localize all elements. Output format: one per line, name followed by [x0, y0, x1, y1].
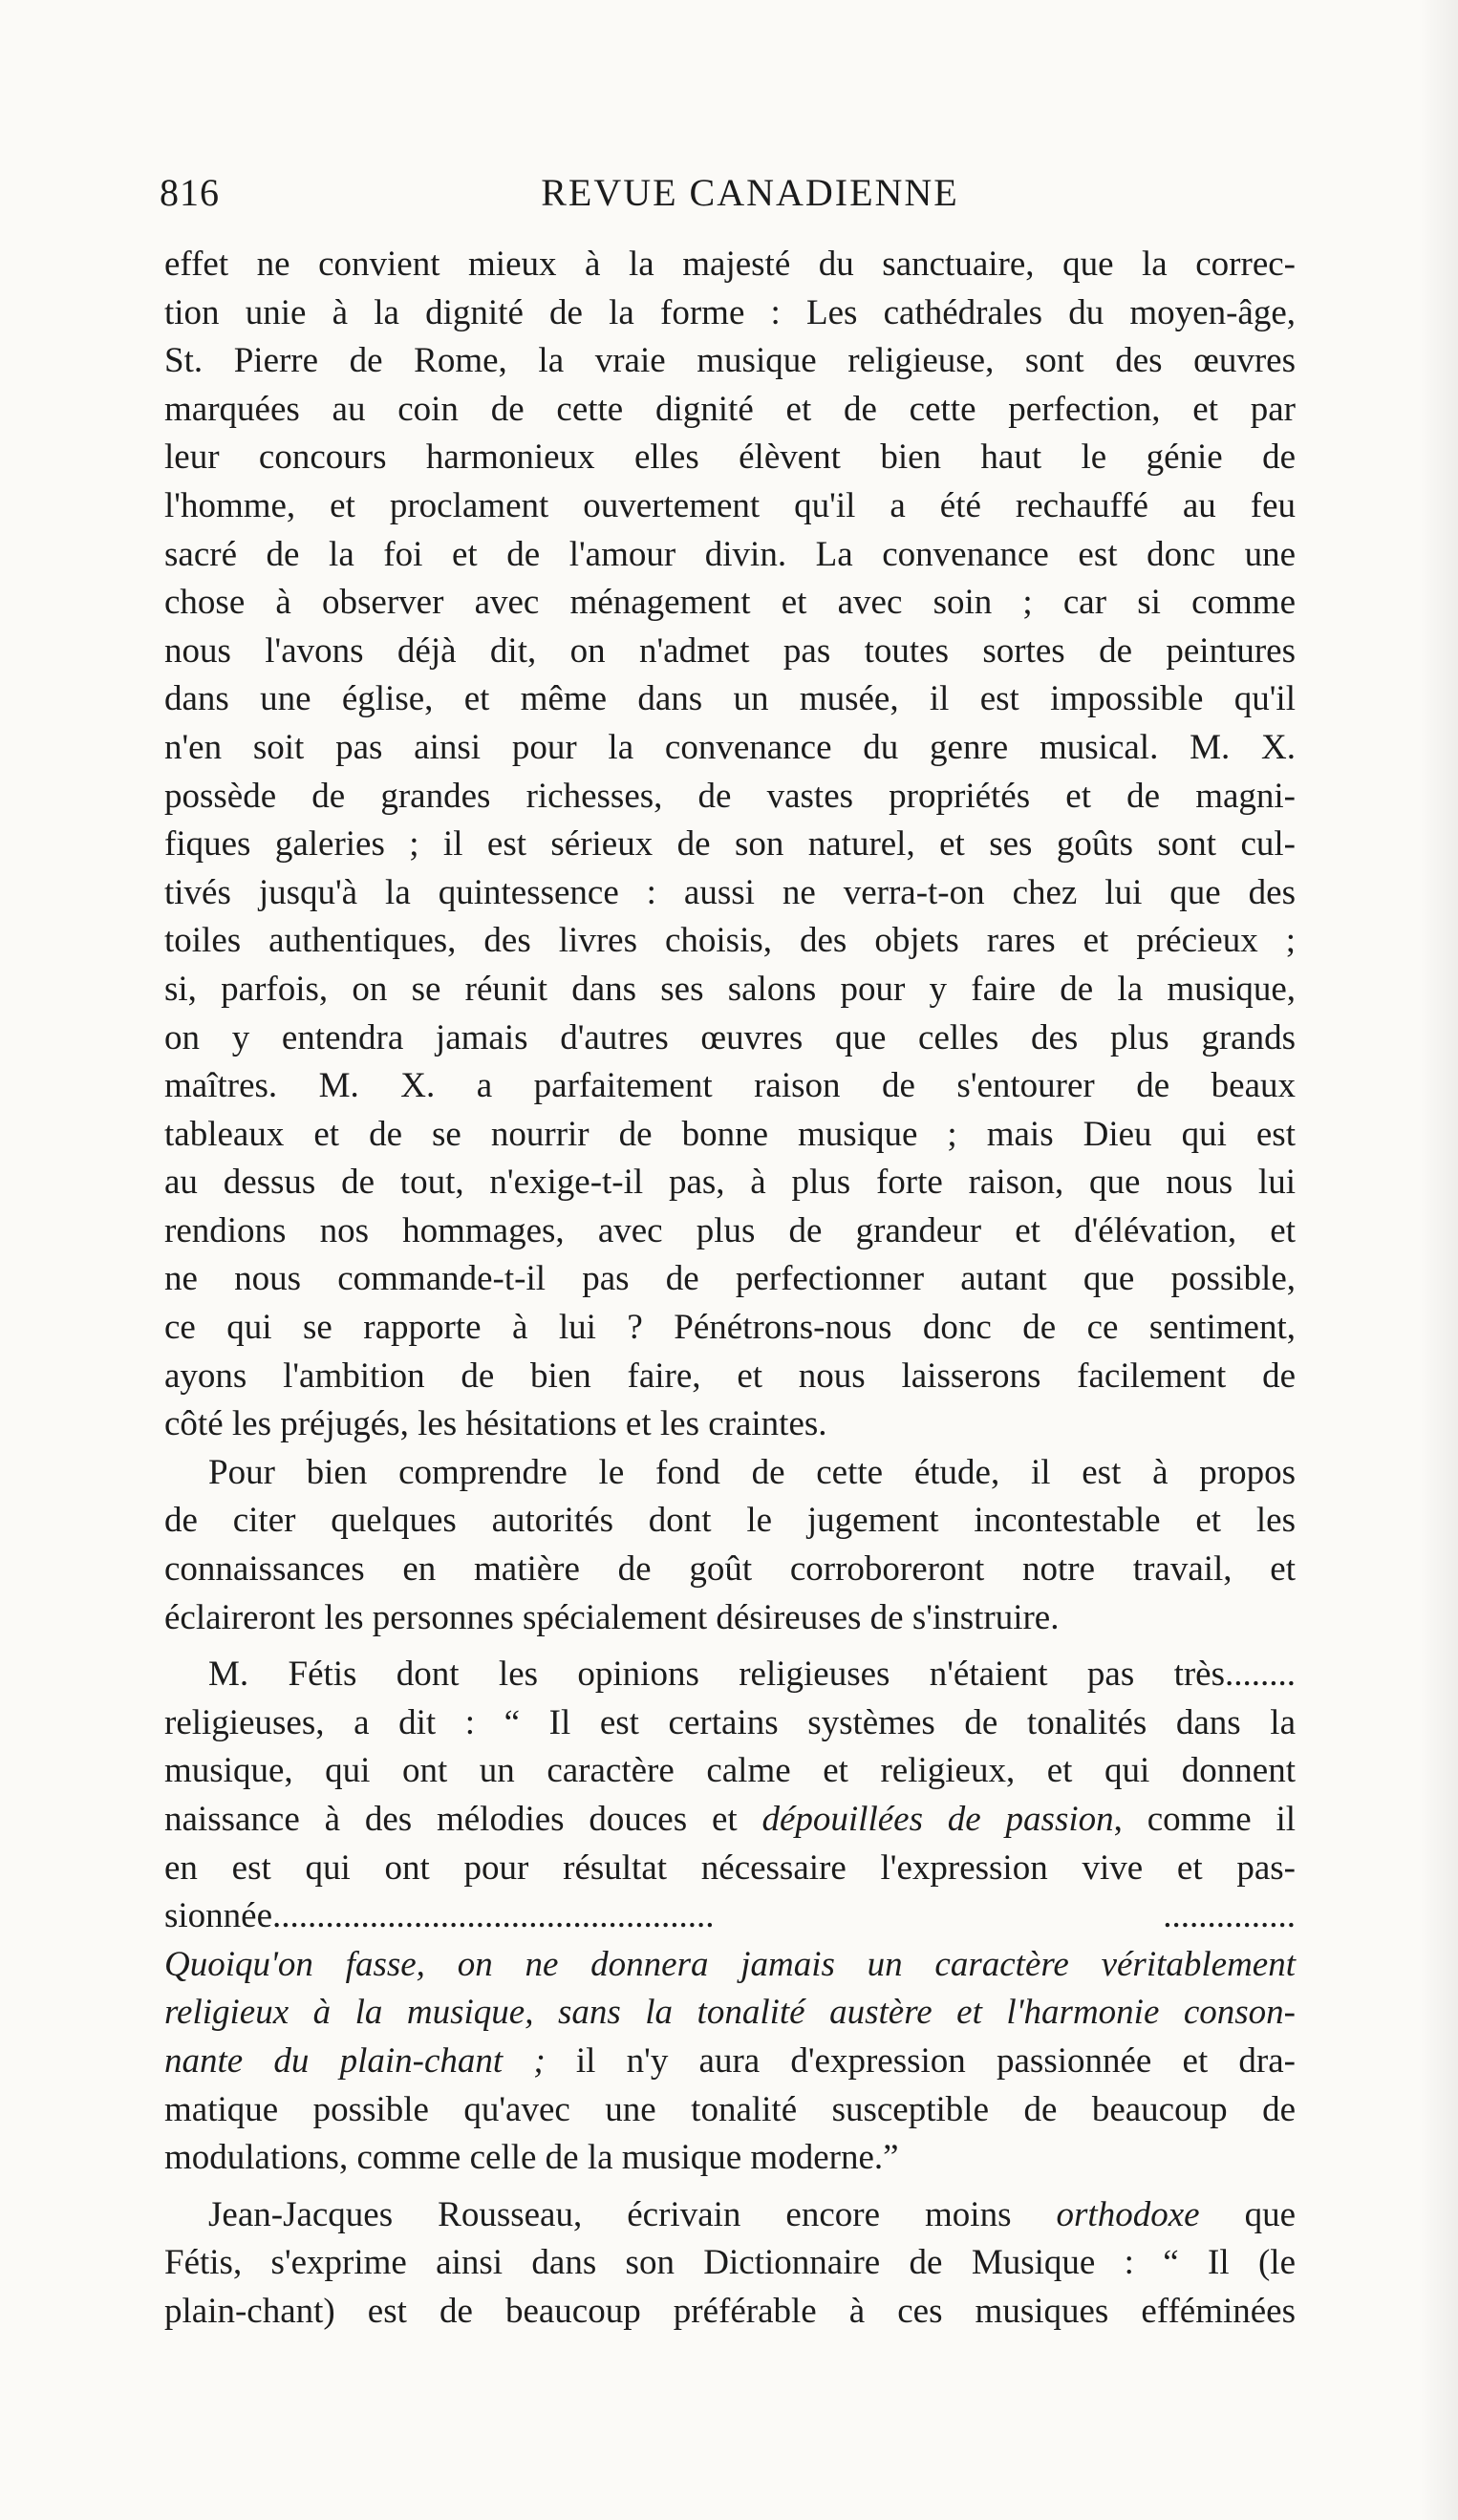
- text-line: rendions nos hommages, avec plus de grandeur et d'élévation, et: [164, 1210, 1296, 1250]
- paragraph-2: [164, 1449, 1296, 1642]
- text-line: de citer quelques autorités dont le jugement incontestable et les: [164, 1501, 1296, 1541]
- italic-phrase: Quoiqu'on fasse,: [164, 1944, 425, 1984]
- page-header: [158, 170, 1304, 227]
- text-line: [164, 1892, 1296, 1941]
- text-line: Fétis, s'exprime ainsi dans son Dictionnaire de Musique : “ Il (le: [164, 2243, 1296, 2283]
- text-run: sionnée: [164, 1896, 273, 1936]
- text-line: connaissances en matière de goût corroboreront notre travail, et: [164, 1549, 1296, 1590]
- italic-phrase: nante du plain-chant ;: [164, 2040, 546, 2081]
- text-line: possède de grandes richesses, de vastes propriétés et de magni-: [164, 776, 1296, 816]
- text-line: au dessus de tout, n'exige-t-il pas, à plus forte raison, que nous lui: [164, 1163, 1296, 1203]
- text-line: si, parfois, on se réunit dans ses salons pour y faire de la musique,: [164, 969, 1296, 1009]
- text-line: tivés jusqu'à la quintessence : aussi ne verra-t-on chez lui que des: [164, 872, 1296, 912]
- text-line: l'homme, et proclament ouvertement qu'il a été rechauffé au feu: [164, 485, 1296, 525]
- text-line: n'en soit pas ainsi pour la convenance du genre musical. M. X.: [164, 727, 1296, 767]
- running-title: REVUE CANADIENNE: [541, 171, 959, 214]
- italic-phrase: orthodoxe: [1056, 2194, 1200, 2234]
- text-run: que: [1244, 2194, 1297, 2234]
- text-line: plain-chant) est de beaucoup préférable à ces musiques efféminées: [164, 2291, 1296, 2331]
- text-line: en est qui ont pour résultat nécessaire l'expression vive et pas-: [164, 1847, 1296, 1888]
- text-line: éclaireront les personnes spécialement désireuses de s'instruire.: [164, 1597, 1060, 1637]
- paragraph-1: [164, 241, 1296, 1449]
- text-line: maîtres. M. X. a parfaitement raison de s'entourer de beaux: [164, 1066, 1296, 1106]
- text-run: naissance à des mélodies douces et: [164, 1800, 738, 1839]
- text-line: nous l'avons déjà dit, on n'admet pas toutes sortes de peintures: [164, 630, 1296, 671]
- text-line: leur concours harmonieux elles élèvent bien haut le génie de: [164, 438, 1296, 478]
- paragraph-3: [164, 1651, 1296, 2183]
- text-line: modulations, comme celle de la musique moderne.”: [164, 2138, 899, 2178]
- text-line: [164, 2038, 1296, 2086]
- text-line: [164, 2191, 1296, 2240]
- text-line: tableaux et de se nourrir de bonne musique ; mais Dieu qui est: [164, 1114, 1296, 1154]
- page-number: 816: [160, 171, 220, 214]
- text-line: fiques galeries ; il est sérieux de son naturel, et ses goûts sont cul-: [164, 824, 1296, 865]
- text-line: Pour bien comprendre le fond de cette étude, il est à propos: [208, 1452, 1296, 1492]
- text-line: chose à observer avec ménagement et avec soin ; car si comme: [164, 583, 1296, 623]
- text-line: effet ne convient mieux à la majesté du sanctuaire, que la correc-: [164, 245, 1296, 284]
- text-line: on y entendra jamais d'autres œuvres que celles des plus grands: [164, 1017, 1296, 1057]
- italic-phrase: religieux à la musique,: [164, 1993, 534, 2033]
- ellipsis-dots: ...............: [1163, 1896, 1296, 1936]
- italic-phrase: sans la tonalité austère et l'harmonie conson-: [557, 1993, 1297, 2033]
- text-line: sacré de la foi et de l'amour divin. La convenance est donc une: [164, 534, 1296, 574]
- italic-phrase: dépouillées de passion: [761, 1800, 1114, 1839]
- italic-phrase: on ne donnera jamais un caractère véritablement: [457, 1944, 1297, 1984]
- text-line: St. Pierre de Rome, la vraie musique religieuse, sont des œuvres: [164, 341, 1296, 381]
- text-line: ayons l'ambition de bien faire, et nous laisserons facilement de: [164, 1356, 1296, 1396]
- text-line: marquées au coin de cette dignité et de cette perfection, et par: [164, 389, 1296, 429]
- text-line: [164, 1989, 1296, 2038]
- text-run: , comme il: [1113, 1800, 1296, 1839]
- text-line: [164, 1941, 1296, 1990]
- text-line: côté les préjugés, les hésitations et les craintes.: [164, 1404, 827, 1444]
- text-line: M. Fétis dont les opinions religieuses n'étaient pas très........: [208, 1655, 1296, 1695]
- text-line: ne nous commande-t-il pas de perfectionner autant que possible,: [164, 1259, 1296, 1299]
- text-line: musique, qui ont un caractère calme et religieux, et qui donnent: [164, 1751, 1296, 1791]
- ellipsis-dots: ..................................................: [272, 1896, 715, 1936]
- page-edge-shadow: [1420, 0, 1458, 2520]
- paragraph-4: [164, 2191, 1296, 2337]
- article-body: [164, 241, 1296, 2337]
- text-line: toiles authentiques, des livres choisis, des objets rares et précieux ;: [164, 921, 1296, 961]
- text-run: Jean-Jacques Rousseau, écrivain encore moins: [208, 2194, 1012, 2234]
- text-line: ce qui se rapporte à lui ? Pénétrons-nous donc de ce sentiment,: [164, 1308, 1296, 1348]
- text-run: il n'y aura d'expression passionnée et dra-: [575, 2040, 1297, 2081]
- text-line: matique possible qu'avec une tonalité susceptible de beaucoup de: [164, 2089, 1296, 2129]
- text-line: tion unie à la dignité de la forme : Les cathédrales du moyen-âge,: [164, 292, 1296, 332]
- text-line: religieuses, a dit : “ Il est certains systèmes de tonalités dans la: [164, 1702, 1296, 1742]
- text-line: [164, 1796, 1296, 1845]
- text-line: dans une église, et même dans un musée, il est impossible qu'il: [164, 679, 1296, 719]
